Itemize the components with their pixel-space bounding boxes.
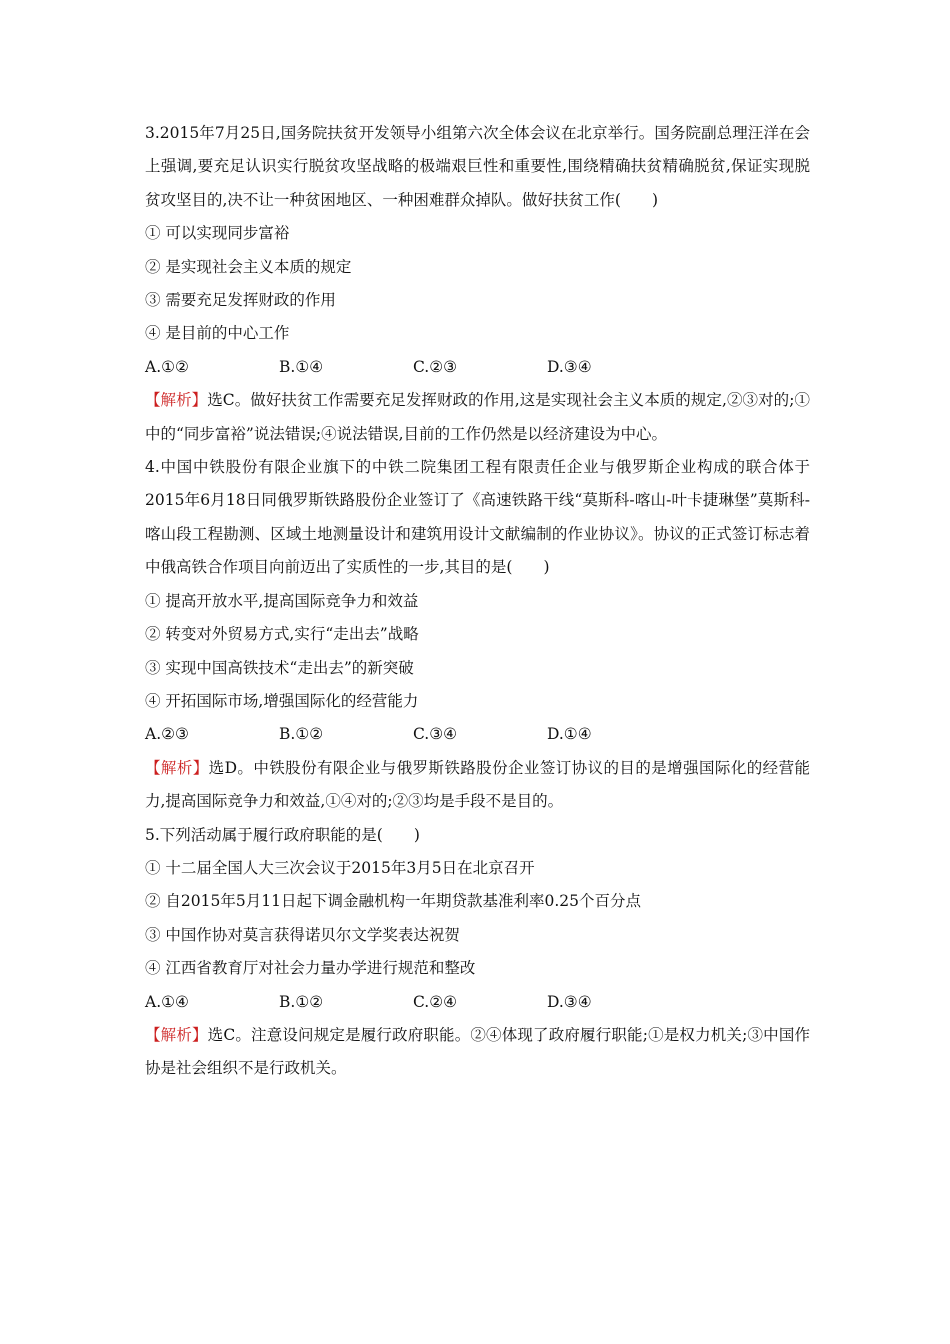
choice-b: B.①② [279,725,324,744]
choice-a: A.②③ [145,725,189,744]
option-item: ② 自2015年5月11日起下调金融机构一年期贷款基准利率0.25个百分点 [145,892,641,911]
choice-c: C.②③ [413,357,458,376]
option-item: ① 可以实现同步富裕 [145,224,290,243]
answer-choices [145,986,810,1019]
document-page [145,117,810,1086]
option-item: ③ 实现中国高铁技术“走出去”的新突破 [145,658,414,677]
option-item: ① 提高开放水平,提高国际竞争力和效益 [145,591,419,610]
choice-b: B.①④ [279,357,324,376]
choice-a: A.①④ [145,992,189,1011]
analysis [145,752,810,819]
analysis-text: 选C。注意设问规定是履行政府职能。②④体现了政府履行职能;①是权力机关;③中国作协是社会组织不是行政机关。 [145,1025,810,1078]
option-item: ② 是实现社会主义本质的规定 [145,257,352,276]
question-5 [145,819,810,1086]
analysis-text: 选D。中铁股份有限企业与俄罗斯铁路股份企业签订协议的目的是增强国际化的经营能力,提高国际竞争力和效益,①④对的;②③均是手段不是目的。 [145,758,810,811]
option-item: ④ 开拓国际市场,增强国际化的经营能力 [145,691,419,710]
question-4 [145,451,810,818]
answer-choices [145,351,810,384]
question-stem: 3.2015年7月25日,国务院扶贫开发领导小组第六次全体会议在北京举行。国务院副总理汪洋在会上强调,要充足认识实行脱贫攻坚战略的极端艰巨性和重要性,围绕精确扶贫精确脱贫,保证实现脱贫攻坚目的,决不让一种贫困地区、一种困难群众掉队。做好扶贫工作( ) [145,124,810,209]
option-item: ② 转变对外贸易方式,实行“走出去”战略 [145,625,419,644]
question-3 [145,117,810,451]
choice-c: C.③④ [413,725,458,744]
question-stem: 5.下列活动属于履行政府职能的是( ) [145,825,420,844]
option-item: ① 十二届全国人大三次会议于2015年3月5日在北京召开 [145,858,535,877]
option-item: ③ 需要充足发挥财政的作用 [145,291,336,310]
option-item: ④ 是目前的中心工作 [145,324,290,343]
analysis-text: 选C。做好扶贫工作需要充足发挥财政的作用,这是实现社会主义本质的规定,②③对的;①中的“同步富裕”说法错误;④说法错误,目前的工作仍然是以经济建设为中心。 [145,391,810,443]
choice-c: C.②④ [413,992,458,1011]
option-item: ③ 中国作协对莫言获得诺贝尔文学奖表达祝贺 [145,925,460,944]
analysis-tag: 【解析】 [145,391,208,410]
answer-choices [145,718,810,751]
choice-b: B.①② [279,992,324,1011]
analysis [145,1019,810,1086]
option-item: ④ 江西省教育厅对社会力量办学进行规范和整改 [145,959,476,978]
analysis-tag: 【解析】 [145,1025,208,1044]
question-stem: 4.中国中铁股份有限企业旗下的中铁二院集团工程有限责任企业与俄罗斯企业构成的联合体于2015年6月18日同俄罗斯铁路股份企业签订了《高速铁路干线“莫斯科-喀山-叶卡捷琳堡”莫斯科-喀山段工程勘测、区域土地测量设计和建筑用设计文献编制的作业协议》。协议的正式签订标志着中俄高铁合作项目向前迈出了实质性的一步,其目的是( ) [145,458,811,577]
analysis [145,384,810,451]
analysis-tag: 【解析】 [145,758,209,777]
choice-d: D.③④ [547,992,592,1011]
choice-d: D.①④ [547,725,592,744]
choice-a: A.①② [145,357,189,376]
choice-d: D.③④ [547,357,592,376]
